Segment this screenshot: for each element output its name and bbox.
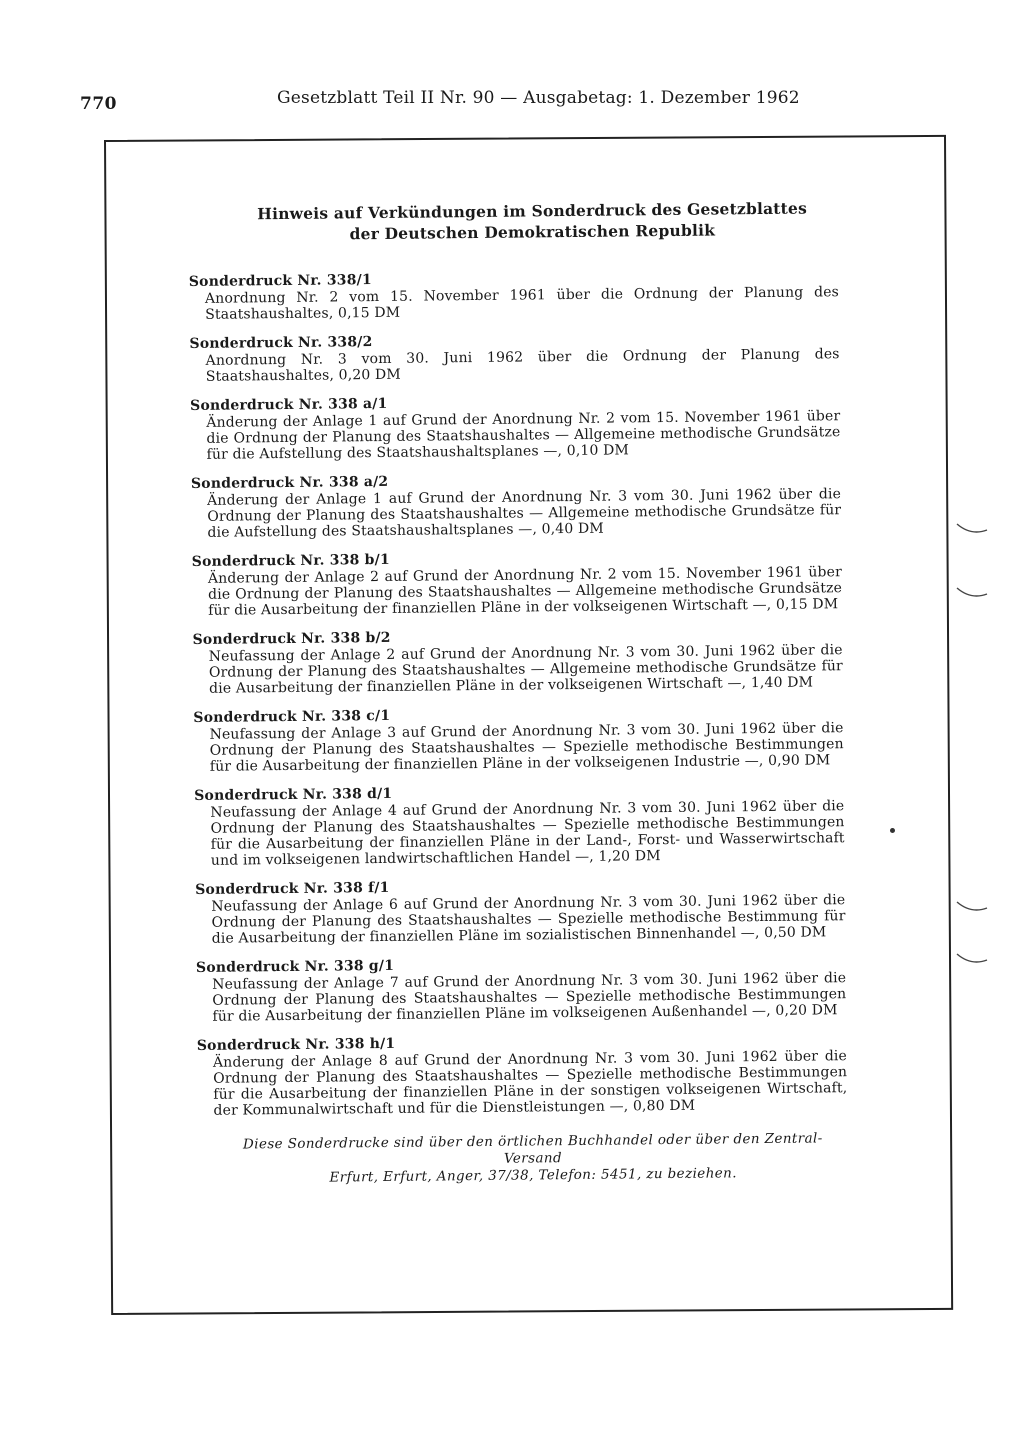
notice-title-line-1: Hinweis auf Verkündungen im Sonderdruck des Gesetzblattes: [257, 198, 808, 224]
entry-text: Neufassung der Anlage 6 auf Grund der Anordnung Nr. 3 vom 30. Juni 1962 über die Ordnung der Planung des Staatshaushaltes — Spezielle methodische Bestimmung für die Ausarbeitung der finanziellen Pläne im sozialistischen Binnenhandel —, 0,50 DM: [211, 892, 846, 947]
entry-heading: Sonderdruck Nr. 338 h/1: [196, 1035, 396, 1054]
entry-338-f1: [195, 875, 846, 947]
entry-heading: Sonderdruck Nr. 338 f/1: [195, 879, 390, 898]
notice-title: [226, 197, 838, 245]
entry-338-a2: [191, 469, 842, 541]
entry-338-b2: [192, 625, 843, 697]
entry-338-2: [189, 329, 839, 385]
entry-338-1: [189, 267, 839, 323]
binding-marks: [955, 520, 995, 980]
header-title: Gesetzblatt Teil II Nr. 90 — Ausgabetag: 1. Dezember 1962: [277, 88, 800, 108]
entry-text: Anordnung Nr. 3 vom 30. Juni 1962 über die Ordnung der Planung des Staatshaushaltes, 0,20 DM: [205, 346, 840, 385]
running-header: [80, 88, 800, 118]
entry-text: Änderung der Anlage 2 auf Grund der Anordnung Nr. 2 vom 15. November 1961 über die Ordnung der Planung des Staatshaushaltes — Allgemeine methodische Grundsätze für die Ausarbeitung der finanziellen Pläne in der volkseigenen Wirtschaft —, 0,15 DM: [207, 564, 843, 619]
notice-content: [188, 197, 848, 1188]
binding-mark: [955, 584, 989, 602]
entry-338-h1: [197, 1031, 848, 1119]
distribution-note: [198, 1130, 848, 1188]
distribution-note-line-1: Diese Sonderdrucke sind über den örtlichen Buchhandel oder über den Zentral-Versand: [242, 1130, 823, 1167]
entry-text: Änderung der Anlage 8 auf Grund der Anordnung Nr. 3 vom 30. Juni 1962 über die Ordnung der Planung des Staatshaushaltes — Spezielle methodische Bestimmungen für die Ausarbeitung der finanziellen Pläne in der sonstigen volkseigenen Wirtschaft, der Kommunalwirtschaft und für die Dienstleistungen —, 0,80 DM: [212, 1048, 848, 1119]
notice-title-line-2: der Deutschen Demokratischen Republik: [349, 220, 716, 244]
distribution-note-line-2: Erfurt, Erfurt, Anger, 37/38, Telefon: 5451, zu beziehen.: [329, 1165, 738, 1186]
entry-heading: Sonderdruck Nr. 338 a/2: [190, 473, 389, 492]
entry-text: Neufassung der Anlage 3 auf Grund der Anordnung Nr. 3 vom 30. Juni 1962 über die Ordnung der Planung des Staatshaushaltes — Spezielle methodische Bestimmungen für die Ausarbeitung der finanziellen Pläne in der volkseigenen Industrie —, 0,90 DM: [209, 720, 844, 775]
entry-text: Änderung der Anlage 1 auf Grund der Anordnung Nr. 3 vom 30. Juni 1962 über die Ordnung der Planung des Staatshaushaltes — Allgemeine methodische Grundsätze für die Aufstellung des Staatshaushaltsplanes —, 0,40 DM: [207, 486, 842, 541]
binding-mark: [955, 520, 989, 538]
page-number: 770: [80, 94, 117, 114]
entry-text: Neufassung der Anlage 7 auf Grund der Anordnung Nr. 3 vom 30. Juni 1962 über die Ordnung der Planung des Staatshaushaltes — Spezielle methodische Bestimmungen für die Ausarbeitung der finanziellen Pläne im volkseigenen Außenhandel —, 0,20 DM: [212, 970, 847, 1025]
entry-heading: Sonderdruck Nr. 338/1: [188, 272, 372, 290]
entry-heading: Sonderdruck Nr. 338 b/1: [191, 551, 390, 570]
entry-338-b1: [192, 547, 843, 619]
entry-heading: Sonderdruck Nr. 338/2: [189, 334, 373, 352]
print-speck: [890, 828, 895, 833]
entry-heading: Sonderdruck Nr. 338 c/1: [193, 707, 391, 726]
entry-338-a1: [190, 391, 841, 463]
entry-338-g1: [196, 953, 847, 1025]
entry-text: Änderung der Anlage 1 auf Grund der Anordnung Nr. 2 vom 15. November 1961 über die Ordnung der Planung des Staatshaushaltes — Allgemeine methodische Grundsätze für die Aufstellung des Staatshaushaltsplanes —, 0,10 DM: [206, 408, 841, 463]
entry-338-d1: [194, 781, 845, 869]
entry-text: Neufassung der Anlage 4 auf Grund der Anordnung Nr. 3 vom 30. Juni 1962 über die Ordnung der Planung des Staatshaushaltes — Spezielle methodische Bestimmungen für die Ausarbeitung der finanziellen Pläne in der Land-, Forst- und Wasserwirtschaft und im volkseigenen landwirtschaftlichen Handel —, 1,20 DM: [210, 798, 845, 869]
entry-text: Anordnung Nr. 2 vom 15. November 1961 über die Ordnung der Planung des Staatshaushaltes, 0,15 DM: [204, 284, 840, 323]
entry-heading: Sonderdruck Nr. 338 a/1: [190, 395, 388, 414]
binding-mark: [955, 898, 989, 916]
entry-heading: Sonderdruck Nr. 338 d/1: [194, 785, 393, 804]
entry-338-c1: [193, 703, 844, 775]
entry-text: Neufassung der Anlage 2 auf Grund der Anordnung Nr. 3 vom 30. Juni 1962 über die Ordnung der Planung des Staatshaushaltes — Allgemeine methodische Grundsätze für die Ausarbeitung der finanziellen Pläne in der volkseigenen Wirtschaft —, 1,40 DM: [208, 642, 843, 697]
entry-heading: Sonderdruck Nr. 338 b/2: [192, 629, 391, 648]
binding-mark: [955, 950, 989, 968]
entry-heading: Sonderdruck Nr. 338 g/1: [195, 957, 395, 976]
